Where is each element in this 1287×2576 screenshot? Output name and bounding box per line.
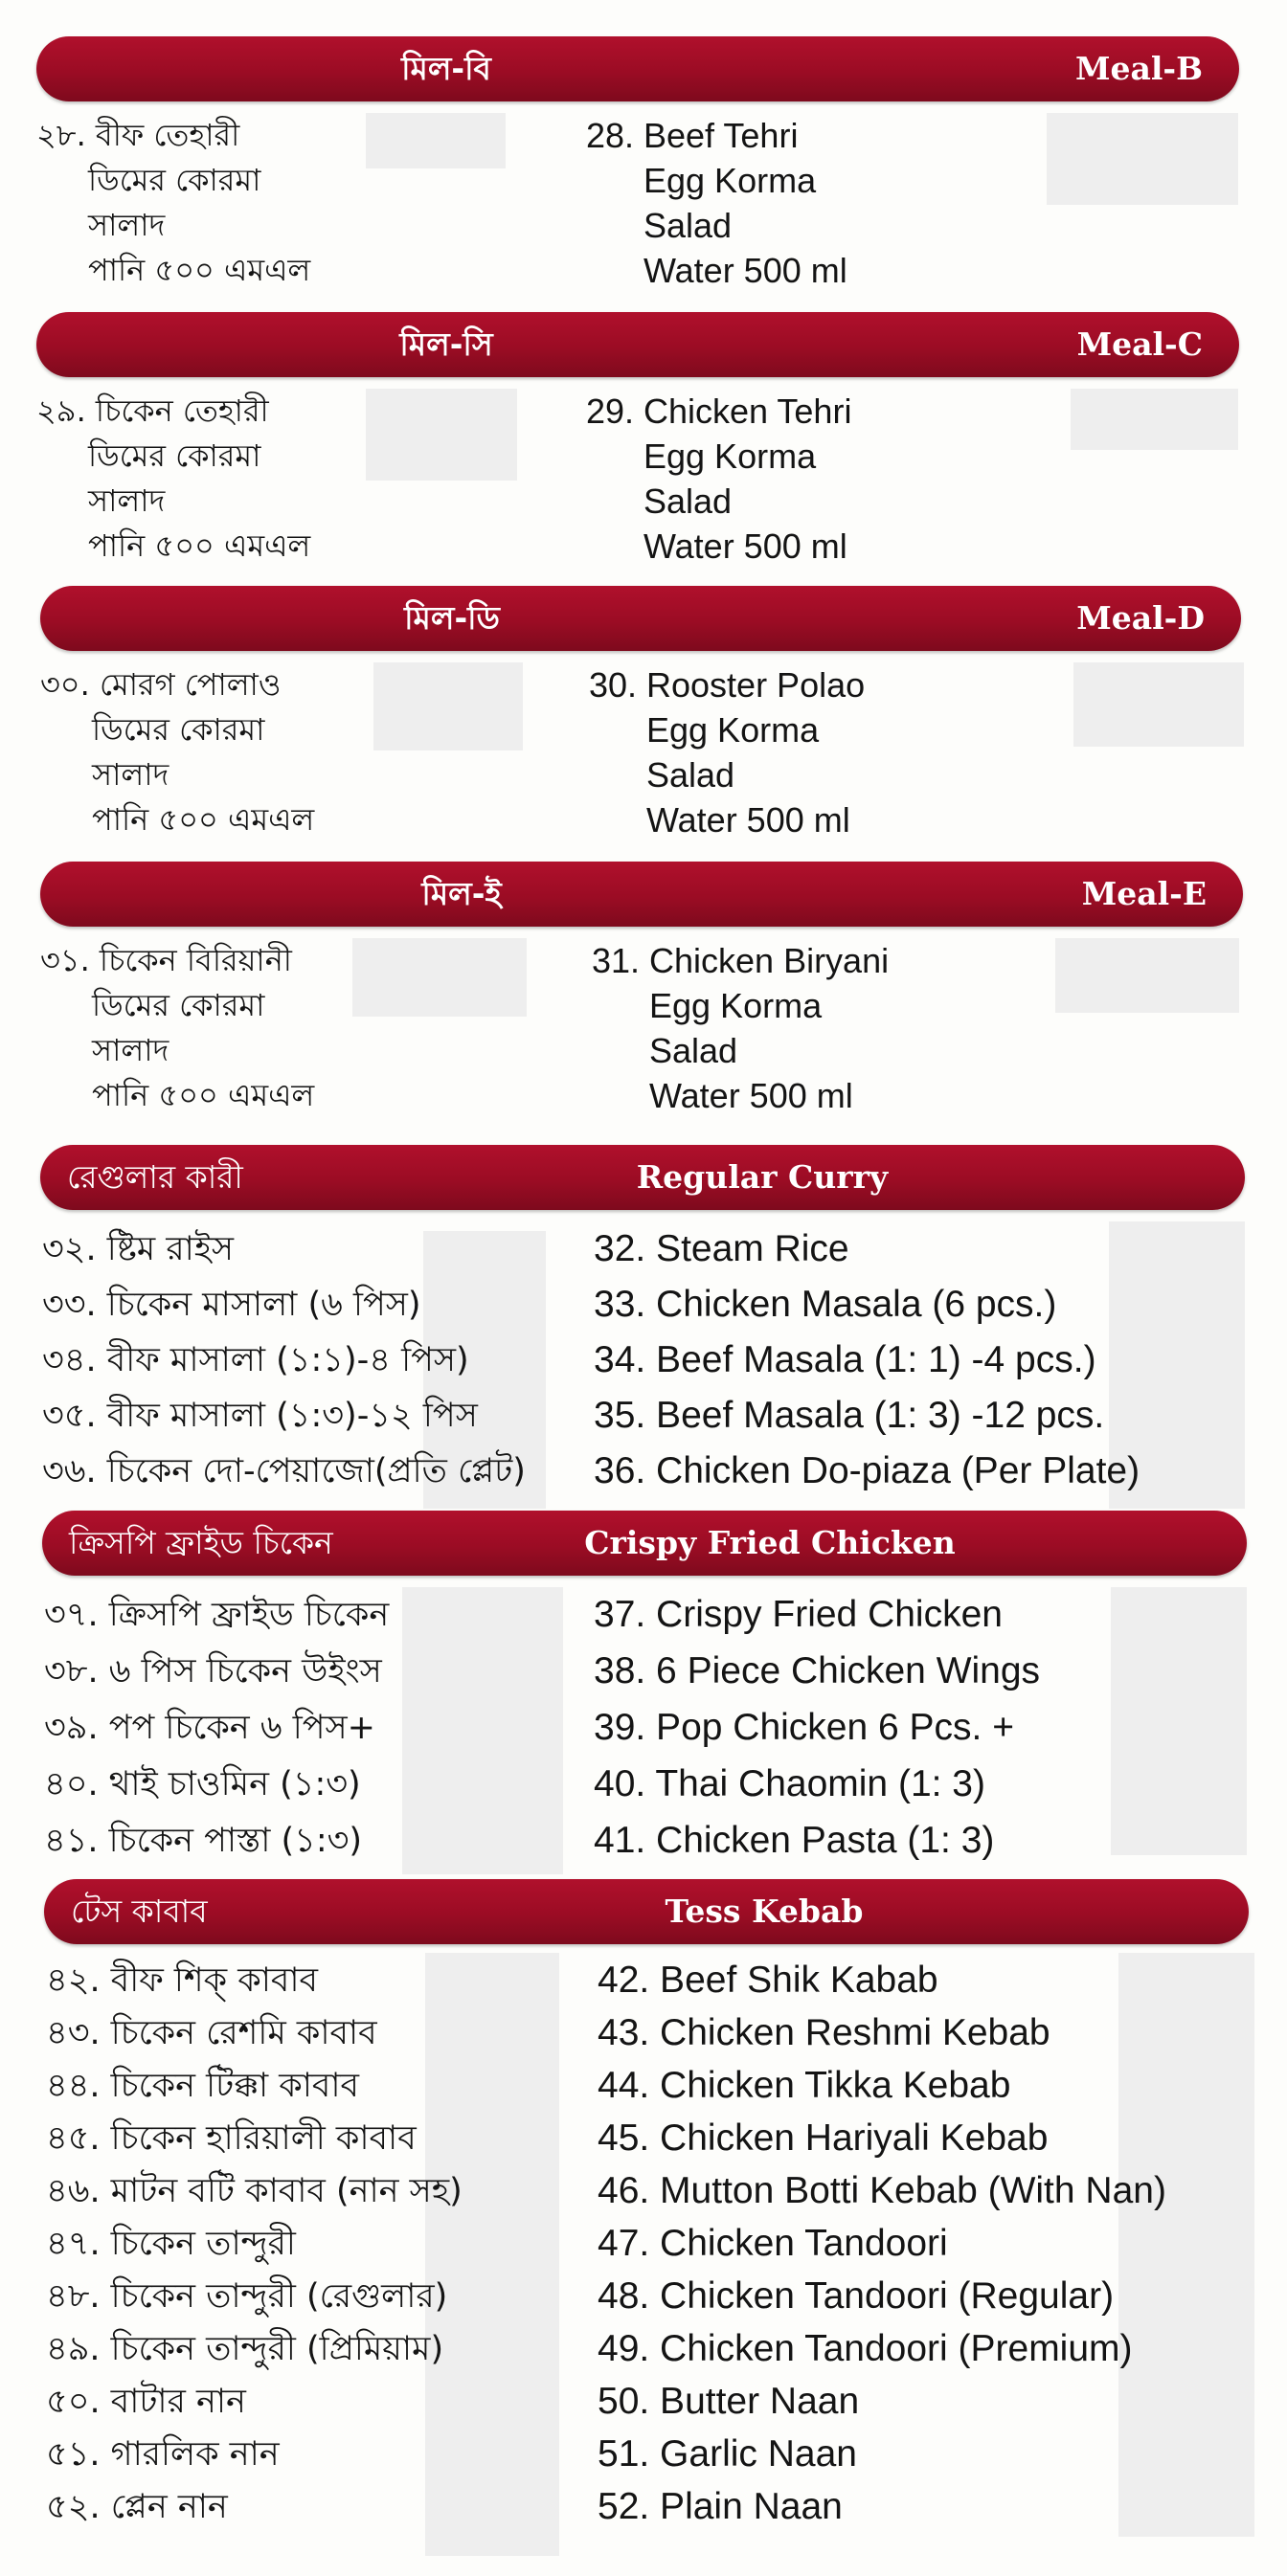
meal-bn-line: ডিমের কোরমা [92,711,265,748]
meal-bn-line: ডিমের কোরমা [92,987,265,1023]
menu-item-bn: ৪২. বীফ শিক্ কাবাব [46,1961,318,2000]
menu-item-bn: ৫১. গারলিক নান [46,2435,280,2474]
menu-item-bn: ৪৮. চিকেন তান্দুরী (রেগুলার) [46,2277,448,2316]
meal-en-line: Water 500 ml [644,526,847,566]
meal-en-line: Egg Korma [649,986,823,1025]
meal-en-line: Salad [646,755,735,795]
banner-title-en: Meal-E [1081,875,1207,912]
banner-title-bn: মিল-সি [399,325,493,363]
meal-en-line: Chicken Tehri [644,392,852,431]
menu-item-bn: ৪৩. চিকেন রেশমি কাবাব [46,2014,377,2052]
meal-bn-line: সালাদ [92,1032,169,1068]
menu-item-en: 42. Beef Shik Kabab [598,1960,938,2001]
meal-number: 30. [589,665,638,705]
price-box [425,1953,559,2556]
meal-en-line: Salad [644,206,733,245]
menu-item-bn: ৩২. ষ্টিম রাইস [42,1230,235,1268]
menu-list [0,1221,1287,1509]
banner-title-en: Regular Curry [636,1158,889,1196]
section-banner-crispy-fried-chicken [42,1511,1247,1576]
menu-item-en: 51. Garlic Naan [598,2433,857,2475]
meal-bn-line: ৩১. চিকেন বিরিয়ানী [40,942,292,978]
menu-item-bn: ৩৯. পপ চিকেন ৬ পিস+ [44,1709,375,1747]
meal-number: 28. [586,116,635,155]
menu-item-en: 33. Chicken Masala (6 pcs.) [594,1284,1057,1325]
menu-item-bn: ৪৫. চিকেন হারিয়ালী কাবাব [46,2119,417,2158]
meal-bn-line: পানি ৫০০ এমএল [92,1077,315,1113]
menu-item-bn: ৪৯. চিকেন তান্দুরী (প্রিমিয়াম) [46,2330,444,2368]
menu-item-en: 38. 6 Piece Chicken Wings [594,1650,1041,1691]
banner-title-bn: মিল-বি [401,50,491,87]
menu-item-bn: ৪১. চিকেন পাস্তা (১:৩) [44,1822,363,1860]
meal-en-line: Salad [649,1031,738,1070]
menu-item-bn: ৩৬. চিকেন দো-পেয়াজো(প্রতি প্লেট) [42,1452,526,1490]
meal-bn-line: সালাদ [92,756,169,793]
meal-bn-line: ডিমের কোরমা [88,162,261,198]
banner-title-bn: রেগুলার কারী [67,1158,243,1196]
banner-title-en: Crispy Fried Chicken [584,1524,956,1561]
menu-item-en: 47. Chicken Tandoori [598,2223,948,2264]
menu-item-bn: ৩৪. বীফ মাসালা (১:১)-৪ পিস) [42,1341,469,1379]
banner-title-bn: টেস কাবাব [71,1893,208,1930]
meal-en-line: Egg Korma [644,437,817,476]
meal-en-line: Salad [644,482,733,521]
menu-item-en: 48. Chicken Tandoori (Regular) [598,2275,1115,2317]
price-box [402,1587,563,1874]
meal-bn-line: পানি ৫০০ এমএল [88,527,311,564]
meal-en-line: Egg Korma [646,710,820,750]
section-banner-regular-curry [40,1145,1245,1210]
meal-en-line: Chicken Biryani [649,941,890,980]
menu-item-en: 41. Chicken Pasta (1: 3) [594,1820,995,1861]
menu-item-en: 40. Thai Chaomin (1: 3) [594,1763,985,1804]
meal-en-line: Water 500 ml [644,251,847,290]
price-box [366,113,506,168]
menu-item-en: 49. Chicken Tandoori (Premium) [598,2328,1133,2369]
meal-bn-line: ২৮. বীফ তেহারী [36,117,240,153]
price-box [1118,1953,1254,2537]
menu-item-bn: ৩৮. ৬ পিস চিকেন উইংস [44,1652,382,1691]
meal-en-line: Beef Tehri [644,116,799,155]
price-box [1071,389,1238,450]
menu-item-en: 46. Mutton Botti Kebab (With Nan) [598,2170,1166,2211]
menu-item-bn: ৪০. থাই চাওমিন (১:৩) [44,1765,361,1803]
menu-item-bn: ৩৫. বীফ মাসালা (১:৩)-১২ পিস [42,1397,478,1435]
price-box [1047,113,1238,205]
menu-item-en: 50. Butter Naan [598,2381,860,2422]
meal-en-line: Egg Korma [644,161,817,200]
meal-number: 31. [592,941,641,980]
price-box [352,938,527,1017]
meal-en-line: Water 500 ml [646,800,850,840]
meal-bn-line: পানি ৫০০ এমএল [88,252,311,288]
meal-bn-line: ৩০. মোরগ পোলাও [40,666,282,703]
banner-title-en: Meal-B [1074,50,1203,87]
section-banner-meal-e [40,862,1243,927]
menu-item-bn: ৩৩. চিকেন মাসালা (৬ পিস) [42,1286,421,1324]
meal-en-line: Rooster Polao [646,665,866,705]
meal-bn-line: পানি ৫০০ এমএল [92,801,315,838]
menu-item-en: 32. Steam Rice [594,1228,849,1269]
banner-title-bn: মিল-ডি [404,599,500,637]
price-box [1073,662,1244,747]
menu-item-en: 35. Beef Masala (1: 3) -12 pcs. [594,1395,1105,1436]
menu-item-en: 36. Chicken Do-piaza (Per Plate) [594,1450,1140,1491]
section-banner-tess-kebab [44,1879,1249,1944]
menu-list [0,1587,1287,1874]
banner-title-bn: মিল-ই [421,875,502,912]
menu-item-bn: ৫২. প্লেন নান [46,2488,228,2526]
price-box [1055,938,1239,1013]
meal-en-line: Water 500 ml [649,1076,853,1115]
menu-item-en: 45. Chicken Hariyali Kebab [598,2117,1049,2159]
banner-title-bn: ক্রিসপি ফ্রাইড চিকেন [69,1524,333,1561]
menu-item-en: 44. Chicken Tikka Kebab [598,2065,1011,2106]
menu-item-en: 43. Chicken Reshmi Kebab [598,2012,1050,2053]
section-banner-meal-c [36,312,1239,377]
section-banner-meal-d [40,586,1241,651]
menu-item-en: 37. Crispy Fried Chicken [594,1594,1003,1635]
section-banner-meal-b [36,36,1239,101]
meal-bn-line: সালাদ [88,207,166,243]
menu-item-bn: ৪৭. চিকেন তান্দুরী [46,2225,296,2263]
banner-title-en: Meal-C [1076,325,1203,363]
meal-bn-line: সালাদ [88,482,166,519]
menu-item-bn: ৫০. বাটার নান [46,2383,246,2421]
meal-bn-line: ডিমের কোরমা [88,437,261,474]
meal-bn-line: ২৯. চিকেন তেহারী [36,392,269,429]
menu-item-en: 52. Plain Naan [598,2486,843,2527]
banner-title-en: Tess Kebab [665,1893,864,1930]
menu-item-bn: ৩৭. ক্রিসপি ফ্রাইড চিকেন [44,1596,390,1634]
price-box [373,662,523,750]
menu-list [0,1953,1287,2556]
price-box [366,389,517,481]
menu-item-en: 34. Beef Masala (1: 1) -4 pcs.) [594,1339,1096,1380]
menu-item-bn: ৪৪. চিকেন টিক্কা কাবাব [46,2067,360,2105]
banner-title-en: Meal-D [1076,599,1205,637]
menu-item-bn: ৪৬. মাটন বটি কাবাব (নান সহ) [46,2172,463,2210]
meal-number: 29. [586,392,635,431]
menu-item-en: 39. Pop Chicken 6 Pcs. + [594,1707,1014,1748]
price-box [1111,1587,1247,1855]
